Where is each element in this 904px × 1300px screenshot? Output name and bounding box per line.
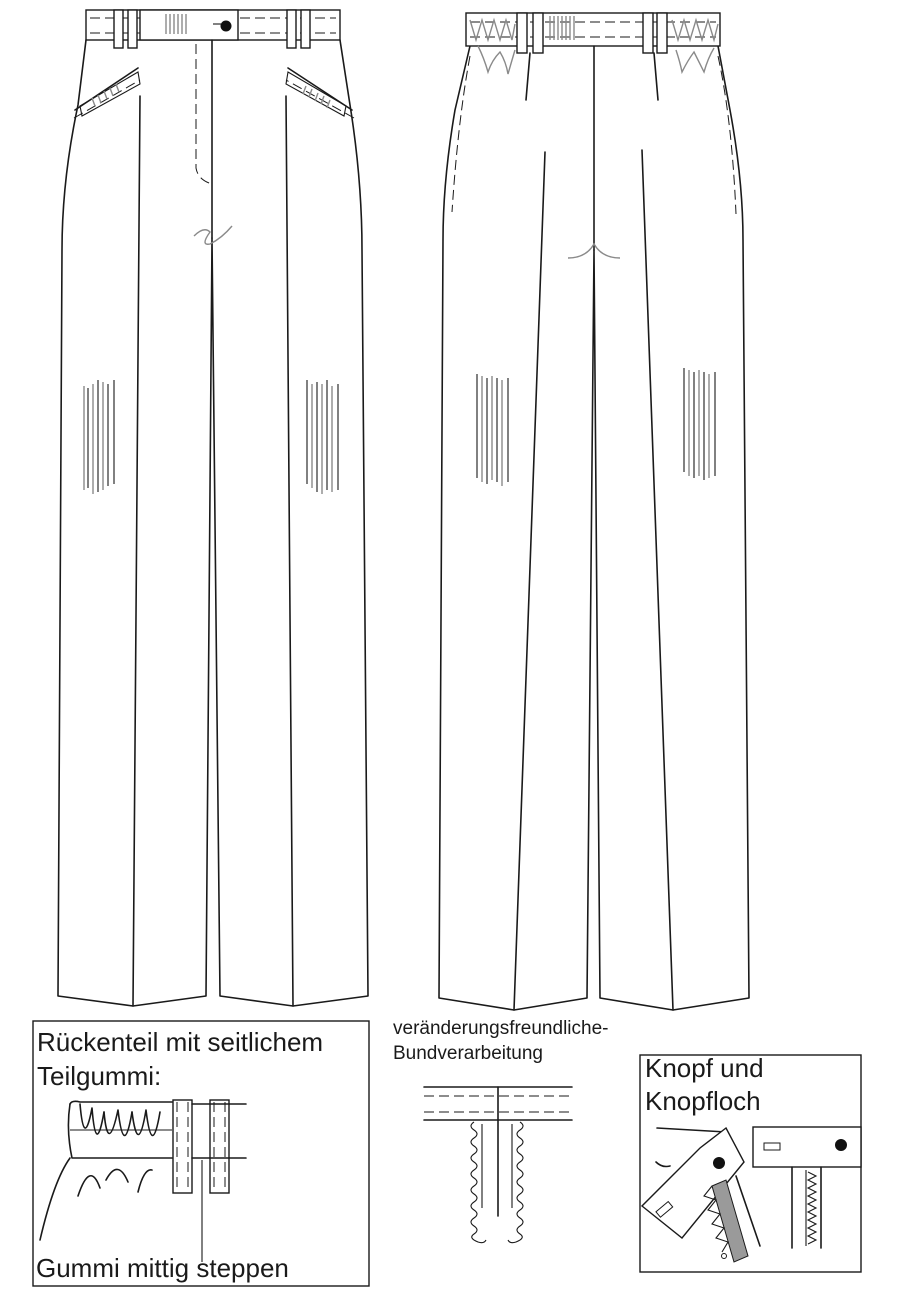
back-elastic-title-line2: Teilgummi:: [37, 1061, 162, 1091]
back-elastic-caption: Gummi mittig steppen: [36, 1253, 289, 1283]
front-pocket-left: [74, 68, 140, 118]
back-knee-mark-right: [684, 368, 715, 480]
waistband-label-line1: veränderungsfreundliche-: [393, 1018, 609, 1039]
trousers-front-view: [58, 10, 368, 1006]
front-waistband: [86, 10, 340, 48]
back-knee-mark-left: [477, 374, 508, 486]
trousers-back-view: [439, 13, 749, 1010]
overlock-seam-right: [508, 1122, 523, 1243]
waistband-label-line2: Bundverarbeitung: [393, 1043, 543, 1064]
knee-mark-right: [307, 380, 338, 494]
button-title-line2: Knopfloch: [645, 1086, 761, 1116]
button-icon: [713, 1157, 725, 1169]
elastic-gathers: [80, 1104, 160, 1136]
overlock-seam-left: [471, 1122, 486, 1243]
button-title-line1: Knopf und: [645, 1053, 764, 1083]
fly-stitching: [196, 44, 212, 184]
front-pocket-right: [286, 68, 354, 118]
knee-mark-left: [84, 380, 114, 494]
zigzag-seam: [808, 1172, 816, 1244]
waistband-detail-panel: [424, 1087, 572, 1243]
back-elastic-title-line1: Rückenteil mit seitlichem: [37, 1027, 324, 1057]
waistband-button-icon: [221, 21, 232, 32]
back-waistband: [466, 13, 720, 74]
